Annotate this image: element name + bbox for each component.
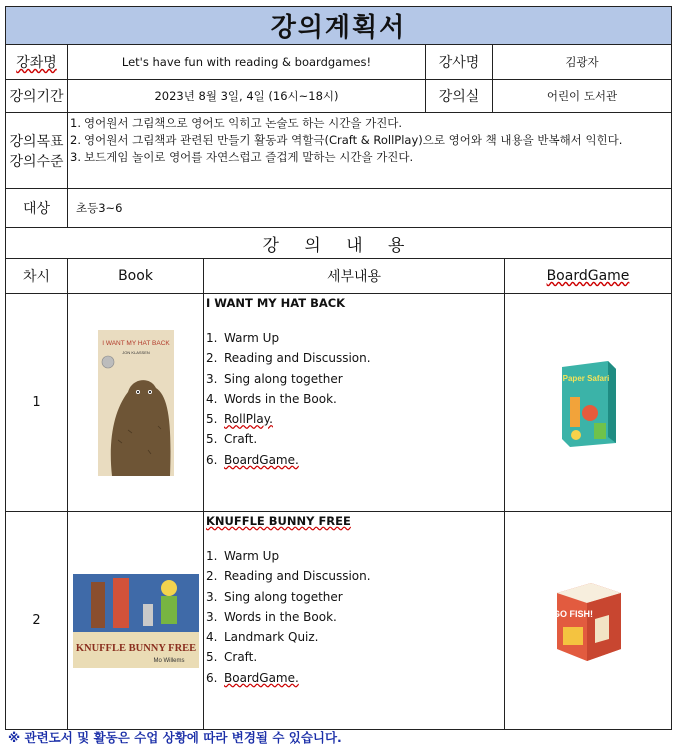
book-header: Book bbox=[68, 259, 204, 294]
book-cover-knuffle bbox=[73, 574, 199, 668]
boardgame-box-safari bbox=[556, 357, 620, 449]
goals-list bbox=[68, 113, 672, 189]
room-value: 어린이 도서관 bbox=[493, 80, 672, 113]
book-cover-cell bbox=[68, 294, 204, 512]
content-section-title: 강 의 내 용 bbox=[6, 228, 672, 259]
book-cover-hat bbox=[98, 330, 174, 476]
book-cover-cell bbox=[68, 512, 204, 730]
activity-item: 3. Sing along together bbox=[206, 589, 343, 604]
session-number: 1 bbox=[6, 294, 68, 512]
document-title: 강의계획서 bbox=[6, 7, 672, 45]
footer-note: ※ 관련도서 및 활동은 수업 상황에 따라 변경될 수 있습니다. bbox=[8, 730, 342, 745]
activity-item: 4. Landmark Quiz. bbox=[206, 630, 319, 645]
game-box-title-text: GO FISH! bbox=[553, 608, 593, 619]
period-label: 강의기간 bbox=[6, 80, 68, 113]
activity-item: 1. Warm Up bbox=[206, 549, 280, 563]
goal-label-line2: 강의수준 bbox=[9, 153, 64, 170]
activity-item: 4. Words in the Book. bbox=[206, 391, 337, 406]
lecture-plan-sheet bbox=[5, 6, 671, 730]
game-box-title-text: Paper Safari bbox=[562, 373, 610, 383]
goal-item: 2. 영어원서 그림책과 관련된 만들기 활동과 역할극(Craft & RollPlay)으로 영어와 책 내용을 반복해서 익힌다. bbox=[70, 133, 623, 147]
detail-book-title: KNUFFLE BUNNY FREE bbox=[206, 514, 351, 528]
goal-item: 3. 보드게임 놀이로 영어를 자연스럽고 즐겁게 말하는 시간을 가진다. bbox=[70, 150, 414, 164]
table-row bbox=[6, 294, 672, 512]
detail-cell bbox=[204, 512, 505, 730]
book-cover-hat-image bbox=[98, 330, 174, 476]
instructor-value: 김광자 bbox=[493, 45, 672, 80]
activity-item: 1. Warm Up bbox=[206, 331, 280, 345]
boardgame-box-gofish-image bbox=[551, 579, 625, 663]
activity-item: 3. Words in the Book. bbox=[206, 609, 337, 624]
course-label: 강좌명 bbox=[6, 45, 68, 80]
activity-item: 6. BoardGame. bbox=[206, 670, 299, 685]
cover-title-text: I WANT MY HAT BACK bbox=[101, 339, 170, 347]
activity-item: 6. BoardGame. bbox=[206, 452, 299, 467]
detail-book-title: I WANT MY HAT BACK bbox=[206, 296, 346, 310]
boardgame-cell bbox=[505, 294, 672, 512]
session-number: 2 bbox=[6, 512, 68, 730]
book-cover-knuffle-image bbox=[73, 574, 199, 668]
boardgame-cell bbox=[505, 512, 672, 730]
period-value: 2023년 8월 3일, 4일 (16시~18시) bbox=[68, 80, 426, 113]
cover-author-text: Mo Willems bbox=[153, 657, 184, 664]
goal-label-line1: 강의목표 bbox=[9, 133, 64, 150]
activity-item: 2. Reading and Discussion. bbox=[206, 569, 371, 584]
activity-item: 3. Sing along together bbox=[206, 371, 343, 386]
boardgame-header: BoardGame bbox=[505, 259, 672, 294]
goal-label bbox=[6, 113, 68, 189]
target-label: 대상 bbox=[6, 189, 68, 228]
activity-item: 5. RollPlay. bbox=[206, 412, 273, 427]
detail-cell bbox=[204, 294, 505, 512]
activity-list bbox=[206, 328, 502, 470]
detail-header: 세부내용 bbox=[204, 259, 505, 294]
course-value: Let's have fun with reading & boardgames! bbox=[68, 45, 426, 80]
target-value: 초등3~6 bbox=[68, 189, 672, 228]
boardgame-box-safari-image bbox=[556, 357, 620, 449]
boardgame-box-gofish bbox=[551, 579, 625, 663]
goal-item: 1. 영어원서 그림책으로 영어도 익히고 논술도 하는 시간을 가진다. bbox=[70, 116, 403, 130]
lecture-plan-table bbox=[5, 6, 672, 730]
instructor-label: 강사명 bbox=[426, 45, 493, 80]
activity-item: 5. Craft. bbox=[206, 432, 258, 447]
table-row bbox=[6, 512, 672, 730]
activity-item: 5. Craft. bbox=[206, 650, 258, 665]
activity-list bbox=[206, 546, 502, 688]
session-header: 차시 bbox=[6, 259, 68, 294]
activity-item: 2. Reading and Discussion. bbox=[206, 351, 371, 366]
cover-title-text: KNUFFLE BUNNY FREE bbox=[75, 642, 196, 654]
cover-author-text: JON KLASSEN bbox=[121, 349, 150, 355]
room-label: 강의실 bbox=[426, 80, 493, 113]
